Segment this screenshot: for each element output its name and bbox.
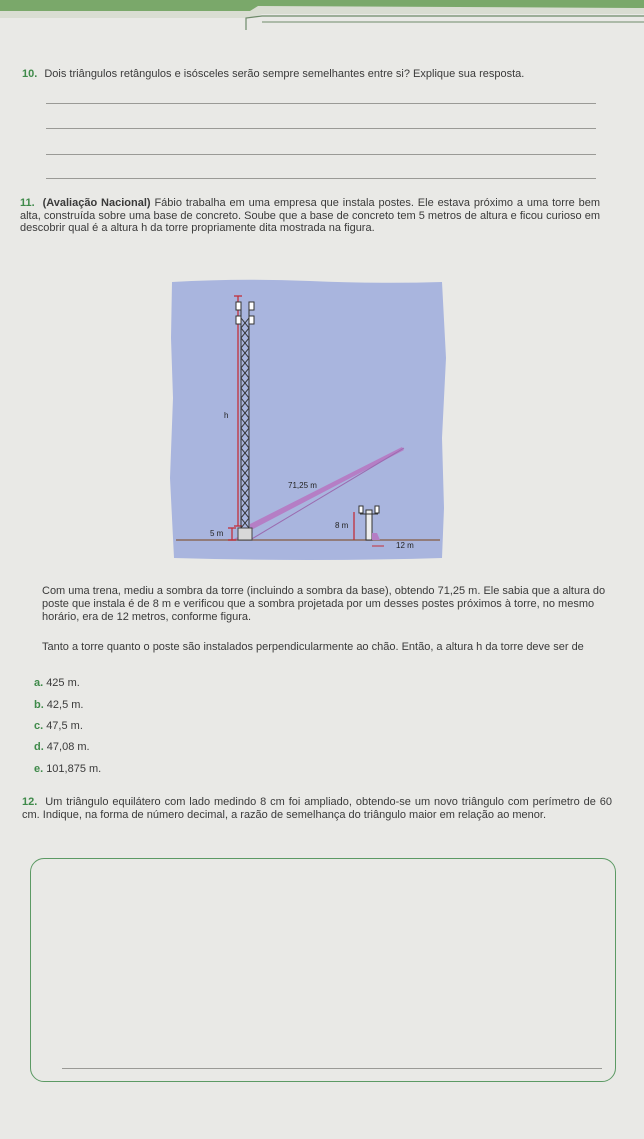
question-10-number: 10. (22, 68, 38, 80)
question-11-text: Fábio trabalha em uma empresa que instala postes. Ele estava próximo a uma torre bem alta, construída sobre uma base de concreto. Soube que a base de concreto tem 5 metros de altura e ficou curioso em descobrir qual é a altura h da torre propriamente dita mostrada na figura. (20, 197, 601, 234)
option-letter: c. (34, 720, 44, 732)
option-letter: e. (34, 763, 44, 775)
question-10 (22, 68, 622, 80)
option-b[interactable] (34, 699, 83, 711)
top-decoration (0, 0, 644, 30)
answer-line-box[interactable] (62, 1068, 602, 1069)
label-pole-height: 8 m (335, 521, 349, 530)
option-e[interactable] (34, 763, 101, 775)
option-text: 47,5 m. (46, 720, 83, 732)
option-letter: d. (34, 741, 44, 753)
question-12 (22, 796, 612, 822)
option-text: 47,08 m. (46, 741, 90, 753)
answer-line-2[interactable] (46, 128, 596, 129)
option-text: 101,875 m. (46, 763, 102, 775)
option-d[interactable] (34, 741, 90, 753)
answer-box[interactable] (30, 858, 616, 1082)
option-a[interactable] (34, 677, 80, 689)
question-12-text: Um triângulo equilátero com lado medindo 8 cm foi ampliado, obtendo-se um novo triângulo com perímetro de 60 cm. Indique, na forma de número decimal, a razão de semelhança do triângulo maior em relação ao menor. (22, 796, 612, 821)
option-text: 425 m. (46, 677, 80, 689)
question-12-number: 12. (22, 796, 38, 808)
tower-figure (170, 278, 446, 560)
label-base: 5 m (210, 529, 224, 538)
label-shadow: 71,25 m (288, 481, 317, 490)
label-pole-shadow: 12 m (396, 541, 414, 550)
sky-background (170, 280, 446, 560)
answer-line-3[interactable] (46, 154, 596, 155)
question-11-source: (Avaliação Nacional) (42, 197, 151, 209)
option-text: 42,5 m. (46, 699, 84, 711)
answer-line-1[interactable] (46, 103, 596, 104)
question-11-paragraph-1: Com uma trena, mediu a sombra da torre (incluindo a sombra da base), obtendo 71,25 m. Ele sabia que a altura do poste que instala é de 8 m e verificou que a sombra projetada por um desses postes próximos à torre, no mesmo horário, era de 12 metros, conforme figura. (42, 585, 606, 623)
label-h: h (224, 411, 229, 420)
question-11 (20, 197, 600, 235)
question-11-number: 11. (20, 197, 35, 209)
answer-line-4[interactable] (46, 178, 596, 179)
question-11-paragraph-2: Tanto a torre quanto o poste são instalados perpendicularmente ao chão. Então, a altura h da torre deve ser de (42, 641, 584, 653)
concrete-base (238, 528, 252, 540)
option-letter: a. (34, 677, 44, 689)
option-c[interactable] (34, 720, 83, 732)
option-letter: b. (34, 699, 44, 711)
question-10-text: Dois triângulos retângulos e isósceles serão sempre semelhantes entre si? Explique sua resposta. (44, 68, 525, 80)
